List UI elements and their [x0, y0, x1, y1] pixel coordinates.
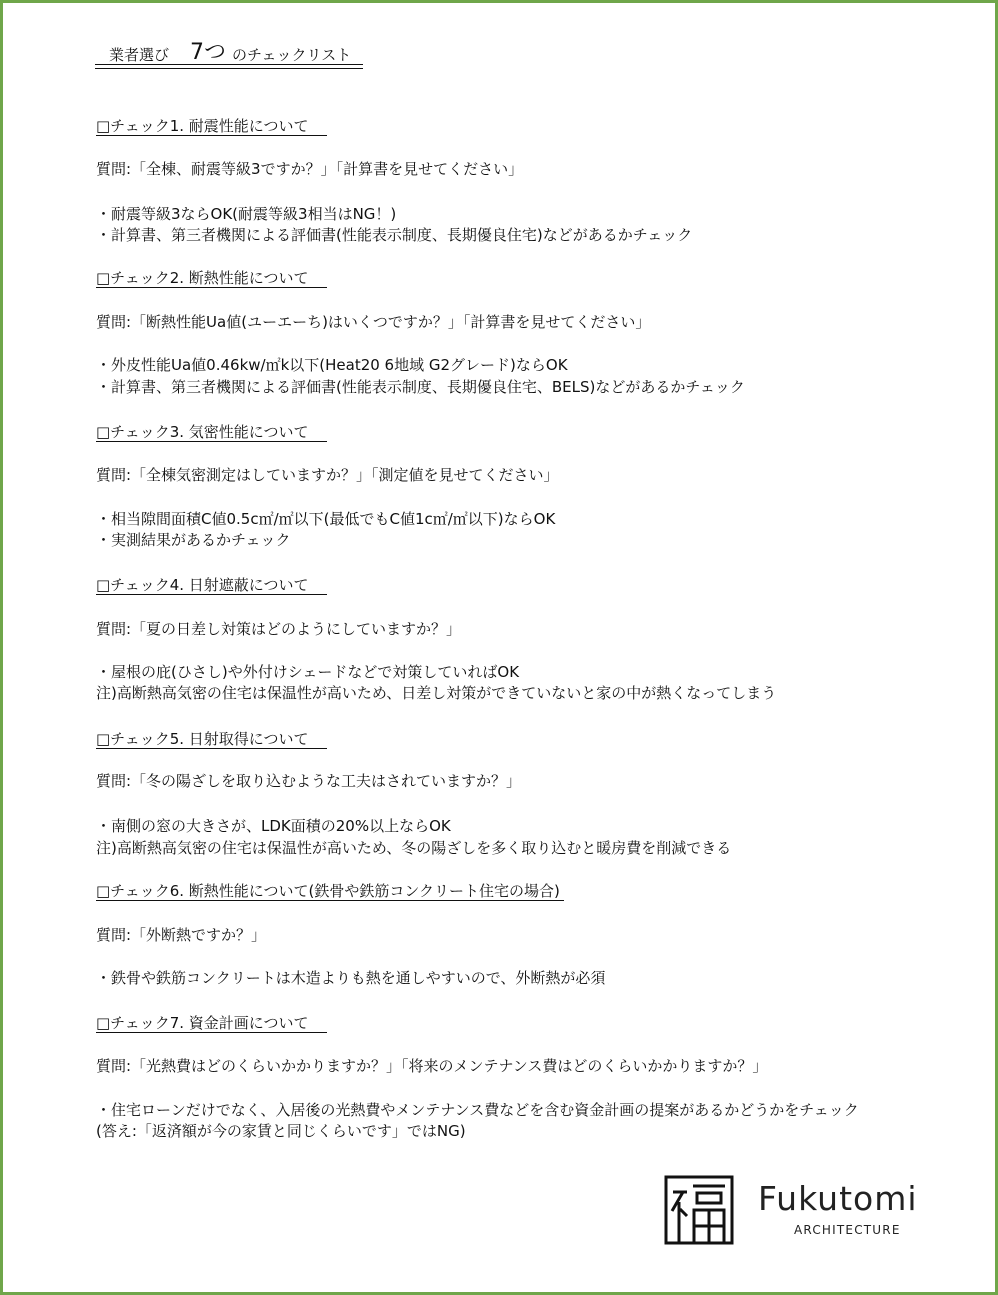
check-section-6 [96, 882, 606, 987]
title-double-underline [95, 64, 363, 69]
check-question-3: 質問:「全棟気密測定はしていますか？」「測定値を見せてください」 [96, 466, 559, 484]
title-part-1: 業者選び [109, 46, 170, 64]
check-question-7: 質問:「光熱費はどのくらいかかりますか？」「将来のメンテナンス費はどのくらいかかりますか？」 [96, 1057, 768, 1075]
page-title [95, 39, 363, 69]
check-heading-4: □チェック4. 日射遮蔽について [96, 577, 327, 595]
check-question-2: 質問:「断熱性能Ua値(ユーエーち)はいくつですか？」「計算書を見せてください」 [96, 313, 651, 331]
check-heading-7: □チェック7. 資金計画について [96, 1015, 327, 1033]
check-question-1: 質問:「全棟、耐震等級3ですか？」「計算書を見せてください」 [96, 160, 524, 178]
check-heading-6: □チェック6. 断熱性能について(鉄骨や鉄筋コンクリート住宅の場合) [96, 883, 564, 901]
check-section-7 [96, 1014, 859, 1140]
logo-brand-name: Fukutomi [758, 1179, 918, 1218]
fuku-kanji-house-logo-icon [663, 1174, 735, 1246]
check-question-5: 質問:「冬の陽ざしを取り込むような工夫はされていますか？」 [96, 772, 522, 790]
check-question-4: 質問:「夏の日差し対策はどのようにしていますか？」 [96, 620, 462, 638]
check-section-4 [96, 576, 777, 702]
check-point-1-2: ・計算書、第三者機関による評価書(性能表示制度、長期優良住宅)などがあるかチェック [96, 226, 693, 244]
check-heading-5: □チェック5. 日射取得について [96, 731, 327, 749]
check-point-7-2: (答え:「返済額が今の家賃と同じくらいです」ではNG) [96, 1122, 466, 1140]
logo-brand-subtitle: ARCHITECTURE [794, 1223, 901, 1237]
check-point-1-1: ・耐震等級3ならOK(耐震等級3相当はNG！) [96, 205, 397, 223]
company-logo [663, 1174, 953, 1246]
check-section-2 [96, 269, 745, 396]
check-point-5-2: 注)高断熱高気密の住宅は保温性が高いため、冬の陽ざしを多く取り込むと暖房費を削減できる [96, 839, 732, 857]
check-point-7-1: ・住宅ローンだけでなく、入居後の光熱費やメンテナンス費などを含む資金計画の提案があるかどうかをチェック [96, 1101, 859, 1119]
check-heading-1: □チェック1. 耐震性能について [96, 118, 327, 136]
check-point-4-1: ・屋根の庇(ひさし)や外付けシェードなどで対策していればOK [96, 663, 520, 681]
check-question-6: 質問:「外断熱ですか？」 [96, 926, 267, 944]
check-section-5 [96, 730, 732, 857]
check-section-1 [96, 117, 693, 244]
title-part-2: 7つ [190, 40, 226, 65]
check-heading-2: □チェック2. 断熱性能について [96, 270, 327, 288]
check-point-2-2: ・計算書、第三者機関による評価書(性能表示制度、長期優良住宅、BELS)などがあるかチェック [96, 378, 745, 396]
check-point-4-2: 注)高断熱高気密の住宅は保温性が高いため、日差し対策ができていないと家の中が熱くなってしまう [96, 684, 777, 702]
title-part-3: のチェックリスト [232, 46, 352, 64]
check-point-5-1: ・南側の窓の大きさが、LDK面積の20%以上ならOK [96, 817, 451, 835]
check-point-2-1: ・外皮性能Ua値0.46kw/㎡k以下(Heat20 6地域 G2グレード)ならOK [96, 356, 568, 374]
check-point-6-1: ・鉄骨や鉄筋コンクリートは木造よりも熱を通しやすいので、外断熱が必須 [96, 969, 606, 987]
check-point-3-1: ・相当隙間面積C値0.5c㎡/㎡以下(最低でもC値1c㎡/㎡以下)ならOK [96, 510, 556, 528]
check-heading-3: □チェック3. 気密性能について [96, 424, 327, 442]
check-section-3 [96, 423, 559, 549]
check-point-3-2: ・実測結果があるかチェック [96, 531, 291, 549]
